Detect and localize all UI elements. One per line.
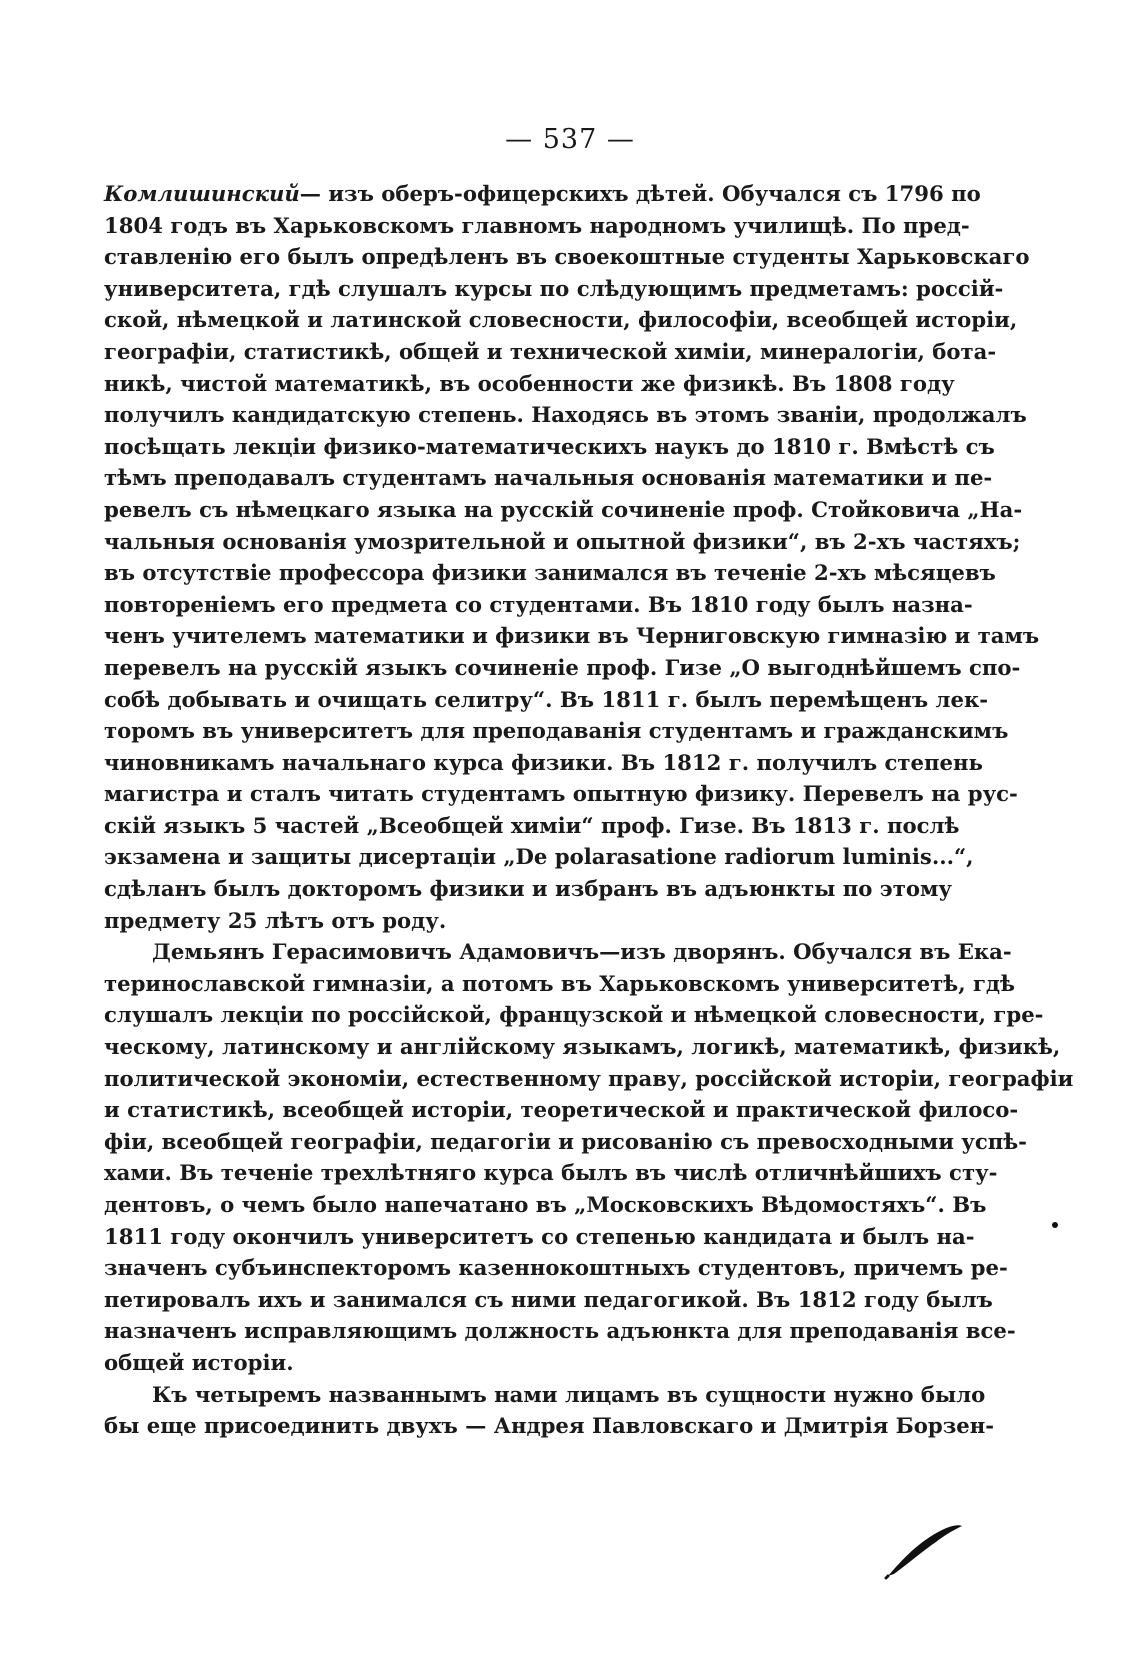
text-line: предмету 25 лѣтъ отъ роду.	[104, 907, 447, 933]
text-line: общей исторіи.	[104, 1349, 294, 1375]
text-line: никѣ, чистой математикѣ, въ особенности же физикѣ. Въ 1808 году	[104, 370, 955, 396]
text-line: слушалъ лекціи по россійской, французской и нѣмецкой словесности, гре-	[104, 1002, 1044, 1028]
text-line: экзамена и защиты дисертаціи „De polarasatione radiorum luminis...“,	[104, 844, 974, 870]
text-line: университета, гдѣ слушалъ курсы по слѣдующимъ предметамъ: россій-	[104, 275, 1004, 301]
paragraph-3	[104, 1379, 995, 1442]
text-line: назначенъ исправляющимъ должность адъюнкта для преподаванія все-	[104, 1318, 1016, 1344]
text-line: повтореніемъ его предмета со студентами. Въ 1810 году былъ назна-	[104, 591, 973, 617]
text-line: политической экономіи, естественному праву, россійской исторіи, географіи	[104, 1065, 1074, 1091]
text-line: Демьянъ Герасимовичъ Адамовичъ—изъ дворянъ. Обучался въ Ека-	[152, 939, 1012, 965]
text-line: географіи, статистикѣ, общей и технической химіи, минералогіи, бота-	[104, 338, 997, 364]
text-line: 1804 годъ въ Харьковскомъ главномъ народномъ училищѣ. По пред-	[104, 212, 970, 238]
page-number: — 537 —	[505, 124, 635, 155]
body-text	[104, 178, 1074, 1442]
text-line: ченъ учителемъ математики и физики въ Черниговскую гимназію и тамъ	[104, 623, 1040, 649]
text-line: Комлишинский— изъ оберъ-офицерскихъ дѣтей. Обучался съ 1796 по	[104, 181, 981, 206]
text-line: ревелъ съ нѣмецкаго языка на русскій сочиненіе проф. Стойковича „На-	[104, 496, 1023, 522]
quill-mark-icon	[884, 1520, 964, 1580]
text-line: сдѣланъ былъ докторомъ физики и избранъ въ адъюнкты по этому	[104, 876, 952, 902]
text-line: Къ четыремъ названнымъ нами лицамъ въ сущности нужно было	[152, 1381, 986, 1407]
text-line: перевелъ на русскій языкъ сочиненіе проф. Гизе „О выгоднѣйшемъ спо-	[104, 654, 1021, 680]
text-line: хами. Въ теченіе трехлѣтняго курса былъ въ числѣ отличнѣйшихъ сту-	[104, 1160, 998, 1186]
text-line: магистра и сталъ читать студентамъ опытную физику. Перевелъ на рус-	[104, 781, 1018, 807]
text-line: чальныя основанія умозрительной и опытной физики“, въ 2-хъ частяхъ;	[104, 528, 1021, 554]
text-line: 1811 году окончилъ университетъ со степенью кандидата и былъ на-	[104, 1223, 975, 1249]
text-line: петировалъ ихъ и занимался съ ними педагогикой. Въ 1812 году былъ	[104, 1286, 993, 1312]
text-line: посѣщать лекціи физико-математическихъ наукъ до 1810 г. Вмѣстѣ съ	[104, 433, 995, 459]
text-line: фіи, всеобщей географіи, педагогіи и рисованію съ превосходными успѣ-	[104, 1128, 1027, 1154]
text-line: бы еще присоединить двухъ — Андрея Павловскаго и Дмитрія Борзен-	[104, 1413, 995, 1439]
text-line: и статистикѣ, всеобщей исторіи, теоретической и практической филосо-	[104, 1097, 1019, 1123]
text-line: значенъ субъинспекторомъ казеннокоштныхъ студентовъ, причемъ ре-	[104, 1255, 1008, 1281]
text-line: ческому, латинскому и англійскому языкамъ, логикѣ, математикѣ, физикѣ,	[104, 1034, 1061, 1060]
text-line: получилъ кандидатскую степень. Находясь въ этомъ званіи, продолжалъ	[104, 402, 1027, 428]
text-line: въ отсутствіе профессора физики занимался въ теченіе 2-хъ мѣсяцевъ	[104, 560, 996, 586]
ink-dot	[1052, 1222, 1058, 1228]
text-line: чиновникамъ начальнаго курса физики. Въ 1812 г. получилъ степень	[104, 749, 983, 775]
text-line: ставленію его былъ опредѣленъ въ своекоштные студенты Харьковскаго	[104, 244, 1030, 270]
text-line: дентовъ, о чемъ было напечатано въ „Московскихъ Вѣдомостяхъ“. Въ	[104, 1192, 987, 1217]
paragraph-1	[104, 178, 1040, 936]
paragraph-2	[104, 936, 1074, 1378]
lead-name: Комлишинский	[104, 181, 300, 206]
text-line: ской, нѣмецкой и латинской словесности, философіи, всеобщей исторіи,	[104, 307, 1018, 333]
text-line: скій языкъ 5 частей „Всеобщей химіи“ проф. Гизе. Въ 1813 г. послѣ	[104, 812, 960, 838]
text-line: собѣ добывать и очищать селитру“. Въ 1811 г. былъ перемѣщенъ лек-	[104, 686, 989, 712]
text-line: торомъ въ университетъ для преподаванія студентамъ и гражданскимъ	[104, 718, 1009, 744]
text-line: тѣмъ преподавалъ студентамъ начальныя основанія математики и пе-	[104, 465, 993, 491]
text-line: теринославской гимназіи, а потомъ въ Харьковскомъ университетѣ, гдѣ	[104, 970, 1015, 996]
